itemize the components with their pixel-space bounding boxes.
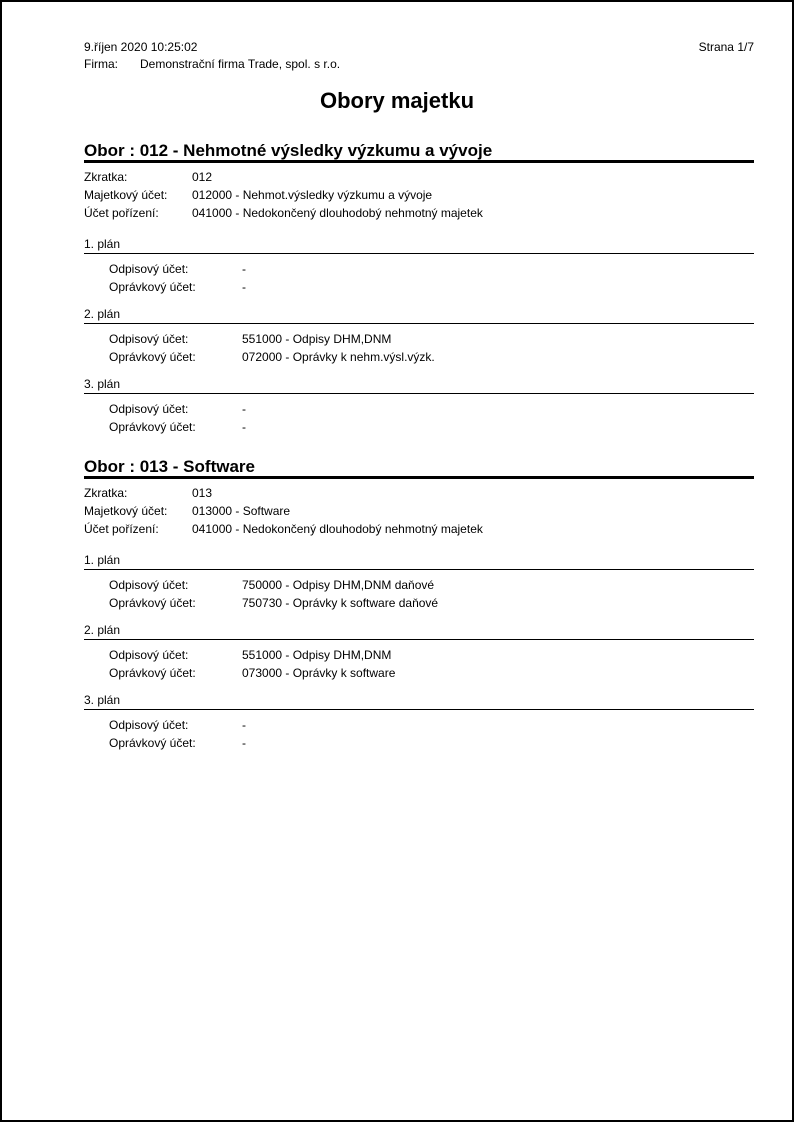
- plan-row-value: -: [242, 280, 246, 294]
- obor-fields: [84, 484, 754, 538]
- plan-row: [109, 646, 754, 664]
- report-datetime: 9.říjen 2020 10:25:02: [84, 40, 198, 54]
- plan-row-label: Odpisový účet:: [109, 578, 189, 592]
- plan-row: [109, 576, 754, 594]
- field-row: [84, 168, 754, 186]
- plan-row-label: Oprávkový účet:: [109, 350, 196, 364]
- field-row: [84, 502, 754, 520]
- plan-block-2: [84, 307, 754, 366]
- plan-row: [109, 348, 754, 366]
- field-label: Majetkový účet:: [84, 188, 168, 202]
- plan-row: [109, 664, 754, 682]
- obor-fields: [84, 168, 754, 222]
- company-row: [84, 57, 340, 72]
- plan-label: 2. plán: [84, 623, 754, 640]
- plan-row-value: -: [242, 736, 246, 750]
- field-label: Účet pořízení:: [84, 206, 159, 220]
- plan-row-label: Oprávkový účet:: [109, 736, 196, 750]
- report-header: [84, 40, 754, 72]
- plan-row-value: 750000 - Odpisy DHM,DNM daňové: [242, 578, 435, 592]
- field-value: 041000 - Nedokončený dlouhodobý nehmotný majetek: [192, 206, 483, 220]
- field-label: Zkratka:: [84, 170, 128, 184]
- plan-label: 3. plán: [84, 377, 754, 394]
- obor-heading: Obor : 012 - Nehmotné výsledky výzkumu a vývoje: [84, 142, 754, 163]
- plan-row-value: 072000 - Oprávky k nehm.výsl.výzk.: [242, 350, 435, 364]
- field-value: 013000 - Software: [192, 504, 291, 518]
- field-row: [84, 484, 754, 502]
- plan-block-3: [84, 377, 754, 436]
- obor-section-012: [84, 142, 754, 436]
- plan-row-value: 750730 - Oprávky k software daňové: [242, 596, 439, 610]
- plan-row: [109, 278, 754, 296]
- plan-rows: [109, 716, 754, 752]
- field-label: Zkratka:: [84, 486, 128, 500]
- field-value: 013: [192, 486, 213, 500]
- field-row: [84, 520, 754, 538]
- field-value: 012000 - Nehmot.výsledky výzkumu a vývoje: [192, 188, 433, 202]
- plan-row-label: Odpisový účet:: [109, 718, 189, 732]
- plan-row-label: Oprávkový účet:: [109, 596, 196, 610]
- obor-section-013: [84, 458, 754, 752]
- plan-row-value: 073000 - Oprávky k software: [242, 666, 396, 680]
- plan-label: 1. plán: [84, 237, 754, 254]
- page-number: Strana 1/7: [698, 40, 754, 54]
- plan-row-value: 551000 - Odpisy DHM,DNM: [242, 332, 392, 346]
- plan-label: 2. plán: [84, 307, 754, 324]
- plan-row-value: 551000 - Odpisy DHM,DNM: [242, 648, 392, 662]
- plan-row: [109, 330, 754, 348]
- plan-row: [109, 716, 754, 734]
- plan-row-label: Odpisový účet:: [109, 648, 189, 662]
- plan-row: [109, 418, 754, 436]
- plan-row-label: Oprávkový účet:: [109, 420, 196, 434]
- field-value: 012: [192, 170, 213, 184]
- plan-block-1: [84, 553, 754, 612]
- plan-row-value: -: [242, 420, 246, 434]
- plan-rows: [109, 646, 754, 682]
- report-header-left: [84, 40, 340, 72]
- field-label: Majetkový účet:: [84, 504, 168, 518]
- plan-row: [109, 400, 754, 418]
- plan-row: [109, 594, 754, 612]
- plan-rows: [109, 400, 754, 436]
- plan-row-value: -: [242, 718, 246, 732]
- plan-rows: [109, 330, 754, 366]
- obor-heading: Obor : 013 - Software: [84, 458, 754, 479]
- plan-rows: [109, 260, 754, 296]
- plan-block-2: [84, 623, 754, 682]
- company-name: Demonstrační firma Trade, spol. s r.o.: [140, 57, 341, 71]
- company-label: Firma:: [84, 57, 118, 71]
- plan-row: [109, 734, 754, 752]
- field-value: 041000 - Nedokončený dlouhodobý nehmotný majetek: [192, 522, 483, 536]
- plan-row-label: Odpisový účet:: [109, 332, 189, 346]
- report-title: Obory majetku: [319, 88, 475, 113]
- plan-row-value: -: [242, 402, 246, 416]
- field-row: [84, 186, 754, 204]
- field-label: Účet pořízení:: [84, 522, 159, 536]
- plan-block-3: [84, 693, 754, 752]
- plan-row-label: Odpisový účet:: [109, 262, 189, 276]
- plan-label: 3. plán: [84, 693, 754, 710]
- field-row: [84, 204, 754, 222]
- plan-rows: [109, 576, 754, 612]
- plan-row: [109, 260, 754, 278]
- plan-row-label: Odpisový účet:: [109, 402, 189, 416]
- plan-label: 1. plán: [84, 553, 754, 570]
- plan-row-label: Oprávkový účet:: [109, 280, 196, 294]
- plan-row-label: Oprávkový účet:: [109, 666, 196, 680]
- plan-row-value: -: [242, 262, 246, 276]
- plan-block-1: [84, 237, 754, 296]
